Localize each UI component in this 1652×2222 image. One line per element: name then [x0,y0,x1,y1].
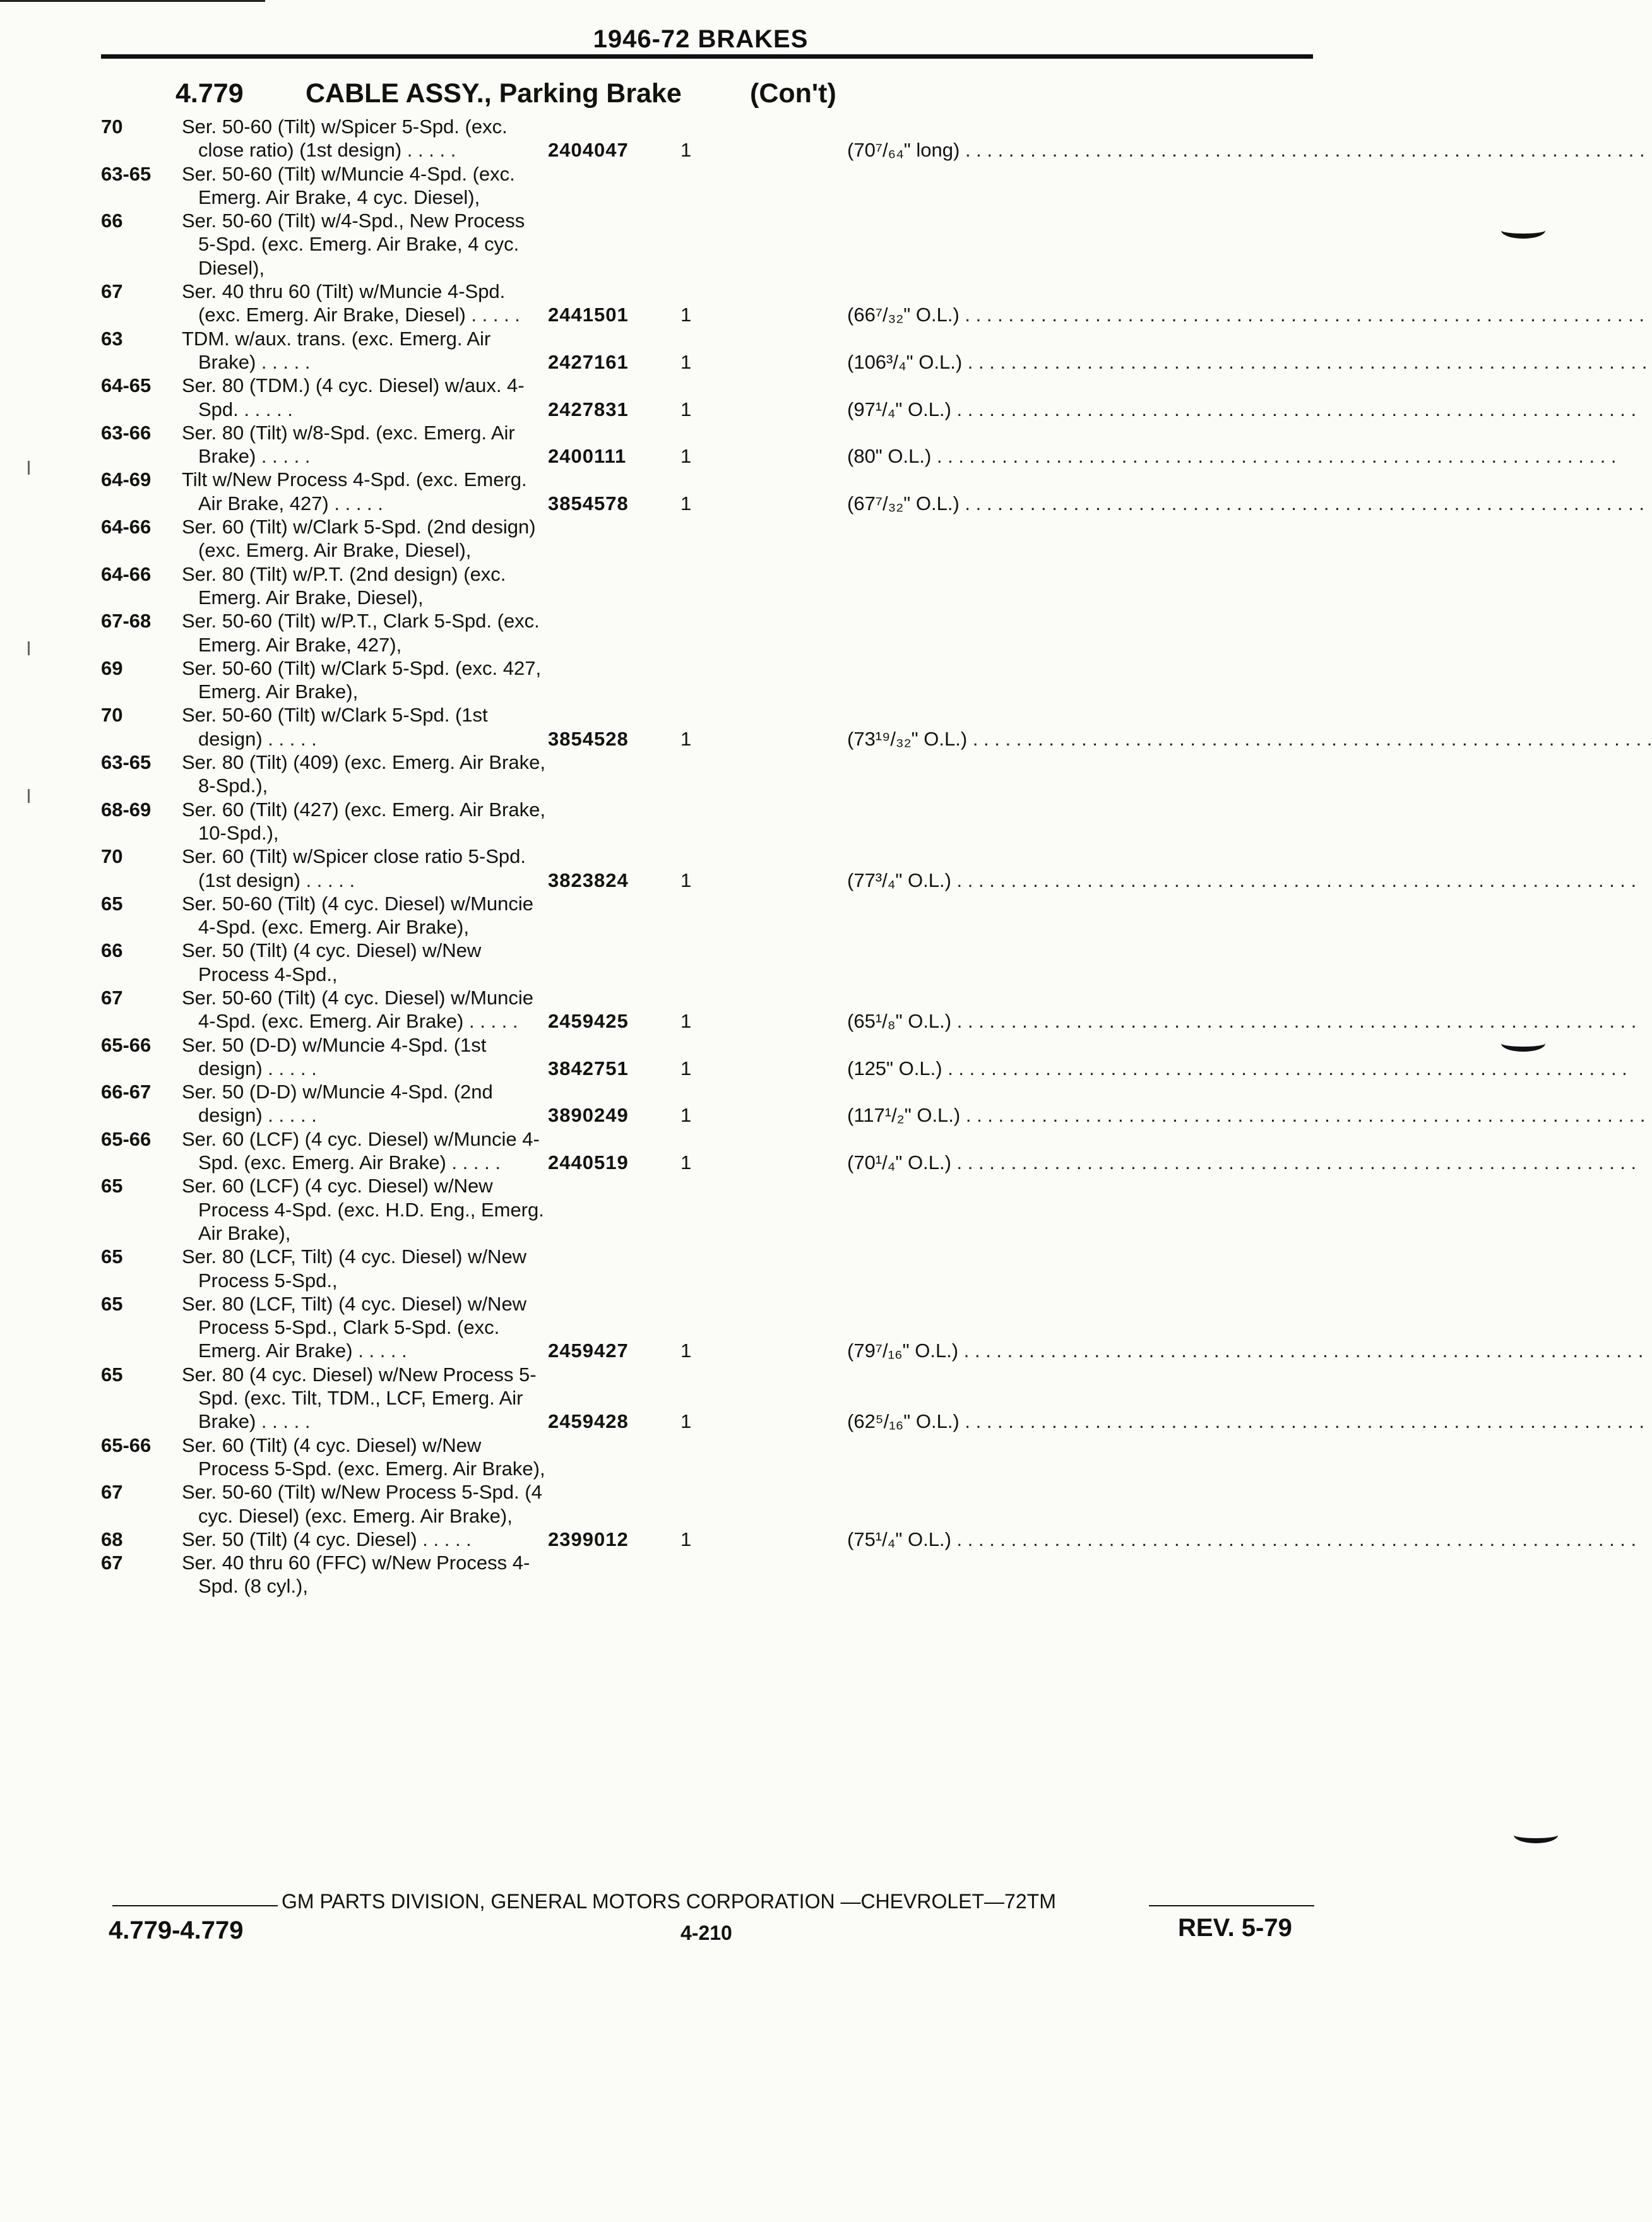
row-part-number: 3842751 [548,1057,629,1079]
desc-dot-leader: . . . . . [328,492,383,514]
row-description: Ser. 50 (Tilt) (4 cyc. Diesel) . . . . . [182,1528,472,1550]
row-note: (67⁷/₃₂" O.L.) [847,492,960,514]
part-row [0,1245,545,1292]
part-row [0,562,545,610]
row-description: Ser. 60 (LCF) (4 cyc. Diesel) w/Muncie 4-Spd. (exc. Emerg. Air Brake) . . . . . [182,1127,540,1174]
row-quantity: 1 [680,350,692,373]
part-row [0,703,1652,751]
row-year: 67 [101,280,123,303]
row-description: Ser. 40 thru 60 (Tilt) w/Muncie 4-Spd. (exc. Emerg. Air Brake, Diesel) . . . . . [182,280,520,326]
row-year: 70 [101,704,123,727]
row-year: 68-69 [101,798,152,821]
row-year: 63-65 [101,751,152,774]
row-description: Ser. 50-60 (Tilt) w/New Process 5-Spd. (4 cyc. Diesel) (exc. Emerg. Air Brake), [182,1481,542,1527]
row-note: (70¹/₄" O.L.) [847,1151,951,1174]
row-year: 67 [101,1552,123,1574]
row-description: Ser. 80 (TDM.) (4 cyc. Diesel) w/aux. 4-Spd. . . . . . [182,374,525,420]
part-row [0,162,545,210]
row-quantity: 1 [680,1151,692,1174]
row-note: (73¹⁹/₃₂" O.L.) [847,727,968,750]
footer-org: GM PARTS DIVISION, GENERAL MOTORS CORPORATION —CHEVROLET—72TM [282,1890,1056,1913]
row-description: Ser. 60 (Tilt) w/Spicer close ratio 5-Spd. (1st design) . . . . . [182,845,526,891]
row-description: Ser. 80 (LCF, Tilt) (4 cyc. Diesel) w/New Process 5-Spd., [182,1245,527,1292]
row-year: 65-66 [101,1127,152,1150]
row-quantity: 1 [680,492,692,514]
desc-dot-leader: . . . . . [256,445,311,468]
row-year: 67 [101,986,123,1009]
desc-dot-leader: . . . . . [262,1104,317,1127]
section-number: 4.779 [175,78,244,109]
row-description: Ser. 80 (Tilt) w/8-Spd. (exc. Emerg. Air Brake) . . . . . [182,421,515,468]
part-row [0,939,545,986]
row-note: (79⁷/₁₆" O.L.) [847,1340,959,1362]
row-note: (97¹/₄" O.L.) [847,398,951,420]
part-row [0,515,545,562]
desc-dot-leader: . . . . . [256,1410,311,1433]
row-note-with-leader [847,350,1648,374]
row-note-with-leader [847,1528,1637,1551]
row-year: 67-68 [101,610,152,633]
row-year: 70 [101,845,123,868]
row-description: Ser. 50-60 (Tilt) (4 cyc. Diesel) w/Muncie 4-Spd. (exc. Emerg. Air Brake) . . . . . [182,986,534,1033]
dot-leader: . . . . . . . . . . . . . . . . . . . . . . . . . . . . . . . . . . . . . . . . . . . . . . . . . . . . . . . . . . . . . . . [958,1340,1644,1362]
footer-page-number: 4-210 [680,1922,732,1944]
row-description: Ser. 50-60 (Tilt) w/4-Spd., New Process 5-Spd. (exc. Emerg. Air Brake, 4 cyc. Diesel), [182,210,525,279]
page-header: 1946-72 BRAKES [593,25,809,53]
row-part-number: 3854578 [548,492,629,514]
row-year: 65 [101,1292,123,1315]
part-row [0,1292,1644,1363]
row-quantity: 1 [680,1057,692,1079]
part-row [0,1363,1644,1434]
part-row [0,468,1645,515]
desc-dot-leader: . . . . . [300,869,355,891]
row-year: 68 [101,1528,123,1550]
row-year: 66 [101,210,123,232]
row-note: (106³/₄" O.L.) [847,350,963,373]
row-note-with-leader [847,398,1637,421]
parts-list [0,115,1652,1598]
row-note: (70⁷/₆₄" long) [847,139,960,162]
header-rule [101,54,1313,59]
footer-range: 4.779-4.779 [109,1916,244,1944]
part-row [0,798,545,845]
row-year: 65-66 [101,1434,152,1456]
footer-rule-right [1149,1905,1314,1906]
row-description: Ser. 80 (Tilt) (409) (exc. Emerg. Air Brake, 8-Spd.), [182,751,545,797]
dot-leader: . . . . . . . . . . . . . . . . . . . . . . . . . . . . . . . . . . . . . . . . . . . . . . . . . . . . . . . . . . . . . . . [959,1410,1644,1433]
row-part-number: 2459428 [548,1410,629,1433]
row-year: 63-66 [101,421,152,444]
row-note-with-leader [847,492,1645,515]
row-quantity: 1 [680,1104,692,1127]
part-row [0,209,545,280]
row-year: 70 [101,116,123,138]
row-note: (117¹/₂" O.L.) [847,1104,961,1127]
part-row [0,656,545,704]
row-description: Ser. 50-60 (Tilt) w/Clark 5-Spd. (exc. 427, Emerg. Air Brake), [182,656,542,703]
part-row [0,1480,545,1528]
dot-leader: . . . . . . . . . . . . . . . . . . . . . . . . . . . . . . . . . . . . . . . . . . . . . . . . . . . . . . . . . . . . . . . [959,304,1645,326]
top-edge-rule [0,0,265,2]
row-description: Ser. 50-60 (Tilt) w/P.T., Clark 5-Spd. (exc. Emerg. Air Brake, 427), [182,610,540,656]
dot-leader: . . . . . . . . . . . . . . . . . . . . . . . . . . . . . . . . . . . . . . . . . . . . . . . . . . . . . . . . . . . . . . . [962,350,1648,373]
row-description: Ser. 80 (Tilt) w/P.T. (2nd design) (exc. Emerg. Air Brake, Diesel), [182,562,506,609]
desc-dot-leader: . . . . . [238,398,293,420]
binder-tab-mark [1501,222,1545,239]
row-year: 64-66 [101,562,152,585]
scan-speck [28,789,30,803]
desc-dot-leader: . . . . . [401,139,456,162]
row-note: (62⁵/₁₆" O.L.) [847,1410,960,1433]
row-note-with-leader [847,1009,1637,1033]
row-description: Ser. 60 (Tilt) (4 cyc. Diesel) w/New Process 5-Spd. (exc. Emerg. Air Brake), [182,1434,545,1480]
row-quantity: 1 [680,869,692,891]
section-continued: (Con't) [750,78,836,109]
desc-dot-leader: . . . . . [352,1340,407,1362]
row-part-number: 3890249 [548,1104,629,1127]
row-description: Ser. 50 (D-D) w/Muncie 4-Spd. (1st design) . . . . . [182,1033,487,1079]
part-row [0,1528,1637,1551]
row-part-number: 2399012 [548,1528,629,1550]
row-quantity: 1 [680,727,692,750]
row-note: (75¹/₄" O.L.) [847,1528,951,1550]
row-note: (66⁷/₃₂" O.L.) [847,304,960,326]
row-year: 65-66 [101,1033,152,1056]
row-note-with-leader [847,1057,1627,1080]
row-year: 64-69 [101,468,152,491]
row-part-number: 3823824 [548,869,629,891]
row-year: 63 [101,327,123,350]
desc-dot-leader: . . . . . [256,350,311,373]
part-row [0,1080,1646,1127]
row-quantity: 1 [680,139,692,162]
row-part-number: 2427831 [548,398,629,420]
part-row [0,1434,545,1481]
part-row [0,280,1645,327]
row-description: Ser. 50-60 (Tilt) w/Clark 5-Spd. (1st design) . . . . . [182,704,488,750]
row-note-with-leader [847,1151,1637,1174]
part-row [0,327,1648,374]
row-description: Ser. 50 (Tilt) (4 cyc. Diesel) w/New Process 4-Spd., [182,939,482,985]
row-year: 65 [101,1175,123,1197]
section-title: CABLE ASSY., Parking Brake [306,78,682,109]
footer-revision: REV. 5-79 [1178,1914,1292,1942]
row-description: Ser. 60 (Tilt) w/Clark 5-Spd. (2nd design) (exc. Emerg. Air Brake, Diesel), [182,516,536,562]
row-note: (65¹/₈" O.L.) [847,1010,952,1033]
row-part-number: 2441501 [548,304,629,326]
row-note-with-leader [847,303,1645,326]
part-row [0,421,1617,468]
row-description: Tilt w/New Process 4-Spd. (exc. Emerg. Air Brake, 427) . . . . . [182,468,527,514]
row-note: (80" O.L.) [847,445,932,468]
row-part-number: 2400111 [548,445,627,468]
dot-leader: . . . . . . . . . . . . . . . . . . . . . . . . . . . . . . . . . . . . . . . . . . . . . . . . . . . . . . . . . . . . . . . [960,139,1645,162]
part-row [0,609,545,656]
row-part-number: 2427161 [548,350,629,373]
row-note-with-leader [847,1339,1644,1362]
dot-leader: . . . . . . . . . . . . . . . . . . . . . . . . . . . . . . . . . . . . . . . . . . . . . . . . . . . . . . . . . . . . . . . [942,1057,1627,1079]
dot-leader: . . . . . . . . . . . . . . . . . . . . . . . . . . . . . . . . . . . . . . . . . . . . . . . . . . . . . . . . . . . . . . . [951,1151,1637,1174]
row-year: 64-66 [101,516,152,538]
part-row [0,1174,545,1245]
part-row [0,1127,1637,1175]
row-quantity: 1 [680,304,692,326]
row-year: 66 [101,939,123,962]
row-quantity: 1 [680,1010,692,1033]
row-year: 67 [101,1481,123,1504]
row-quantity: 1 [680,1410,692,1433]
row-note: (125" O.L.) [847,1057,942,1079]
dot-leader: . . . . . . . . . . . . . . . . . . . . . . . . . . . . . . . . . . . . . . . . . . . . . . . . . . . . . . . . . . . . . . . [951,1010,1637,1033]
desc-dot-leader: . . . . . [463,1010,518,1033]
part-row [0,115,1645,162]
desc-dot-leader: . . . . . [446,1151,501,1174]
row-note-with-leader [847,444,1617,468]
row-note-with-leader [847,727,1652,751]
row-description: Ser. 50-60 (Tilt) (4 cyc. Diesel) w/Muncie 4-Spd. (exc. Emerg. Air Brake), [182,892,534,939]
footer-rule-left [112,1905,278,1906]
dot-leader: . . . . . . . . . . . . . . . . . . . . . . . . . . . . . . . . . . . . . . . . . . . . . . . . . . . . . . . . . . . . . . . [951,1528,1637,1550]
binder-tab-mark [1514,1827,1558,1843]
row-quantity: 1 [680,1528,692,1550]
row-description: Ser. 50 (D-D) w/Muncie 4-Spd. (2nd design) . . . . . [182,1081,493,1127]
row-year: 65 [101,892,123,915]
binder-tab-mark [1501,1035,1545,1052]
scan-speck [28,641,30,655]
part-row [0,845,1637,892]
row-description: Ser. 50-60 (Tilt) w/Spicer 5-Spd. (exc. close ratio) (1st design) . . . . . [182,116,508,162]
dot-leader: . . . . . . . . . . . . . . . . . . . . . . . . . . . . . . . . . . . . . . . . . . . . . . . . . . . . . . . . . . . . . . . [967,727,1652,750]
row-note-with-leader [847,1410,1644,1433]
row-part-number: 2459425 [548,1010,629,1033]
part-row [0,1033,1627,1081]
row-note: (77³/₄" O.L.) [847,869,951,891]
scan-speck [28,461,30,475]
row-quantity: 1 [680,1340,692,1362]
row-note-with-leader [847,138,1645,162]
part-row [0,986,1637,1033]
desc-dot-leader: . . . . . [465,304,520,326]
row-year: 65 [101,1245,123,1268]
part-row [0,1551,545,1598]
dot-leader: . . . . . . . . . . . . . . . . . . . . . . . . . . . . . . . . . . . . . . . . . . . . . . . . . . . . . . . . . . . . . . . [959,492,1645,514]
row-year: 69 [101,656,123,679]
row-part-number: 2404047 [548,139,629,162]
row-part-number: 2459427 [548,1340,629,1362]
row-quantity: 1 [680,398,692,420]
row-description: Ser. 60 (LCF) (4 cyc. Diesel) w/New Process 4-Spd. (exc. H.D. Eng., Emerg. Air Brake), [182,1175,544,1244]
row-year: 66-67 [101,1081,152,1103]
dot-leader: . . . . . . . . . . . . . . . . . . . . . . . . . . . . . . . . . . . . . . . . . . . . . . . . . . . . . . . . . . . . . . . [951,869,1637,891]
row-description: Ser. 80 (LCF, Tilt) (4 cyc. Diesel) w/New Process 5-Spd., Clark 5-Spd. (exc. Emerg. Air Brake) . . . . . [182,1292,527,1362]
dot-leader: . . . . . . . . . . . . . . . . . . . . . . . . . . . . . . . . . . . . . . . . . . . . . . . . . . . . . . . . . . . . . . . [960,1104,1646,1127]
part-row [0,751,545,798]
row-description: Ser. 80 (4 cyc. Diesel) w/New Process 5-Spd. (exc. Tilt, TDM., LCF, Emerg. Air Brake) . . . . . [182,1363,537,1433]
row-description: Ser. 50-60 (Tilt) w/Muncie 4-Spd. (exc. Emerg. Air Brake, 4 cyc. Diesel), [182,162,515,208]
row-part-number: 3854528 [548,727,629,750]
row-year: 64-65 [101,374,152,397]
row-part-number: 2440519 [548,1151,629,1174]
row-year: 65 [101,1363,123,1386]
row-description: Ser. 40 thru 60 (FFC) w/New Process 4-Spd. (8 cyl.), [182,1552,530,1598]
desc-dot-leader: . . . . . [262,727,317,750]
row-description: Ser. 60 (Tilt) (427) (exc. Emerg. Air Brake, 10-Spd.), [182,798,545,844]
row-description: TDM. w/aux. trans. (exc. Emerg. Air Brake) . . . . . [182,327,491,373]
desc-dot-leader: . . . . . [417,1528,472,1550]
row-quantity: 1 [680,445,692,468]
part-row [0,374,1637,421]
part-row [0,892,545,939]
row-year: 63-65 [101,162,152,185]
row-note-with-leader [847,869,1637,892]
row-note-with-leader [847,1103,1646,1127]
desc-dot-leader: . . . . . [262,1057,317,1079]
dot-leader: . . . . . . . . . . . . . . . . . . . . . . . . . . . . . . . . . . . . . . . . . . . . . . . . . . . . . . . . . . . . . . . [931,445,1617,468]
dot-leader: . . . . . . . . . . . . . . . . . . . . . . . . . . . . . . . . . . . . . . . . . . . . . . . . . . . . . . . . . . . . . . . [951,398,1637,420]
